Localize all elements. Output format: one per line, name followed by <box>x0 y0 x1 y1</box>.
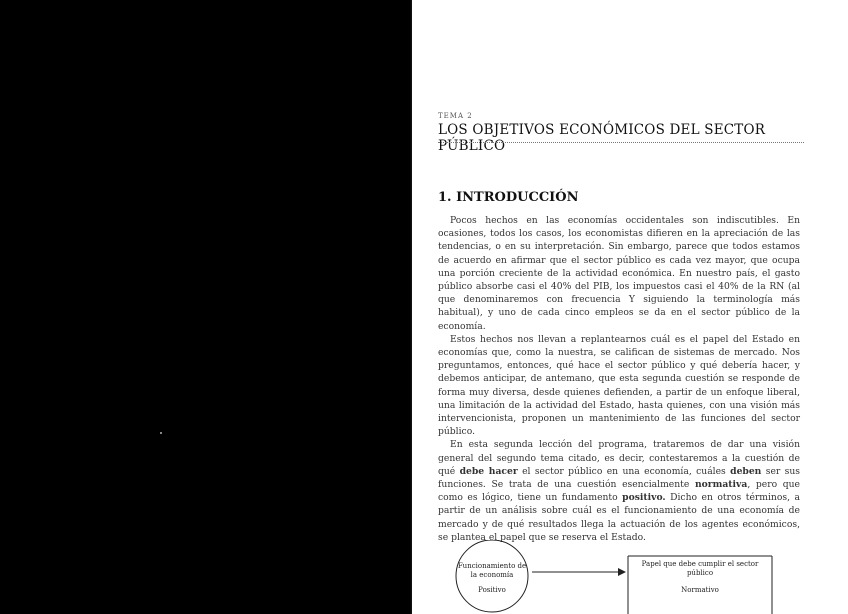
scan-dark-margin <box>0 0 412 614</box>
text-run: ser sus funciones. Se trata de una cuestión esencialmente <box>438 465 800 491</box>
text-run: En esta segunda lección del programa, trataremos de dar una visión general del segundo tema citado, es decir, contestaremos a la cuestión de qué <box>438 439 800 477</box>
bold-term: positivo. <box>622 492 666 504</box>
bold-term: normativa <box>694 479 748 491</box>
chapter-title-rule <box>438 142 804 143</box>
concept-diagram <box>442 540 802 614</box>
paragraph <box>438 333 800 439</box>
text-run: , pero que como es lógico, tiene un fundamento <box>438 479 800 504</box>
bold-term: debe hacer <box>459 465 518 477</box>
diagram-circle-caption: Positivo <box>478 586 506 594</box>
diagram-arrow-head <box>618 568 626 576</box>
document-page <box>412 0 848 614</box>
section-heading: 1. INTRODUCCIÓN <box>438 190 579 205</box>
text-run: Dicho en otros términos, a partir de un análisis sobre cuál es el funcionamiento de una economía de mercado y de qué resultados llega la actuación de los agentes económicos, se plantea el papel que se reserva el Estado. <box>438 492 800 543</box>
body-text <box>438 214 800 544</box>
paragraph <box>438 438 800 544</box>
text-run: Pocos hechos en las economías occidentales son indiscutibles. En ocasiones, todos los casos, los economistas difieren en la apreciación de las tendencias, o en su interpretación. Sin embargo, parece que todos estamos de acuerdo en afirmar que el sector público es cada vez mayor, que ocupa una porción creciente de la actividad económica. En nuestro país, el gasto público absorbe casi el 40% del PIB, los impuestos casi el 40% de la RN (al que denominaremos con frecuencia Y siguiendo la terminología más habitual), y uno de cada cinco empleos se da en el sector público de la economía. <box>438 215 800 332</box>
text-run: el sector público en una economía, cuáles <box>517 465 731 477</box>
text-run: Estos hechos nos llevan a replantearnos cuál es el papel del Estado en economías que, como la nuestra, se califican de sistemas de mercado. Nos preguntamos, entonces, qué hace el sector público y qué debería hacer, y debemos anticipar, de antemano, que esta segunda cuestión se responde de forma muy diversa, desde quienes defienden, a partir de un enfoque liberal, una limitación de la actividad del Estado, hasta quienes, con una visión más intervencionista, proponen un mantenimiento de las funciones del sector público. <box>438 333 800 438</box>
diagram-box-caption: Normativo <box>681 586 719 594</box>
bold-term: deben <box>730 465 762 477</box>
diagram-circle-label: Funcionamiento de la economía <box>457 562 527 579</box>
scan-speck <box>160 432 162 434</box>
diagram-box-label: Papel que debe cumplir el sector público <box>641 560 759 577</box>
paragraph <box>438 214 800 333</box>
chapter-title: LOS OBJETIVOS ECONÓMICOS DEL SECTOR PÚBLICO <box>438 122 766 154</box>
theme-label: TEMA 2 <box>438 112 473 120</box>
